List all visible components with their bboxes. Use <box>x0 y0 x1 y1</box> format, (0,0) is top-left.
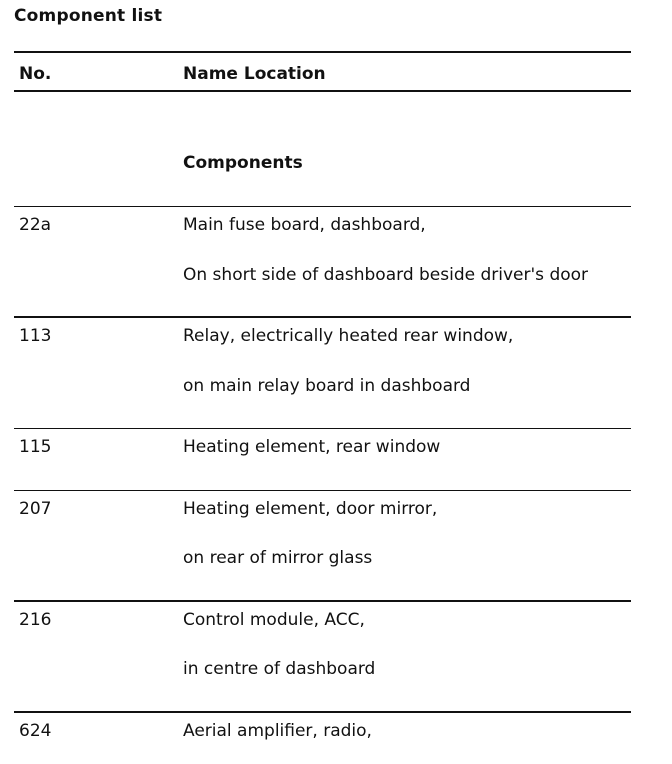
row-number: 207 <box>19 499 52 519</box>
row-number: 115 <box>19 437 52 457</box>
row-location: On short side of dashboard beside driver's door <box>183 265 589 285</box>
row-name: Control module, ACC, <box>183 610 365 630</box>
row-number: 624 <box>19 721 52 741</box>
table-top-rule <box>14 51 631 53</box>
page-title: Component list <box>14 6 163 26</box>
row-divider <box>14 490 631 491</box>
row-number: 22a <box>19 215 52 235</box>
row-number: 216 <box>19 610 52 630</box>
row-location: on main relay board in dashboard <box>183 376 471 396</box>
row-divider <box>14 711 631 713</box>
row-divider <box>14 316 631 318</box>
row-name: Aerial amplifier, radio, <box>183 721 372 741</box>
row-location: on rear of mirror glass <box>183 548 373 568</box>
row-name: Heating element, door mirror, <box>183 499 438 519</box>
row-divider <box>14 206 631 207</box>
row-number: 113 <box>19 326 52 346</box>
row-name: Heating element, rear window <box>183 437 441 457</box>
header-bottom-rule <box>14 90 631 92</box>
row-name: Relay, electrically heated rear window, <box>183 326 514 346</box>
section-heading: Components <box>183 153 303 173</box>
header-no: No. <box>19 64 52 84</box>
row-divider <box>14 600 631 602</box>
header-name-location: Name Location <box>183 64 326 84</box>
row-divider <box>14 428 631 429</box>
row-location: in centre of dashboard <box>183 659 376 679</box>
row-name: Main fuse board, dashboard, <box>183 215 426 235</box>
